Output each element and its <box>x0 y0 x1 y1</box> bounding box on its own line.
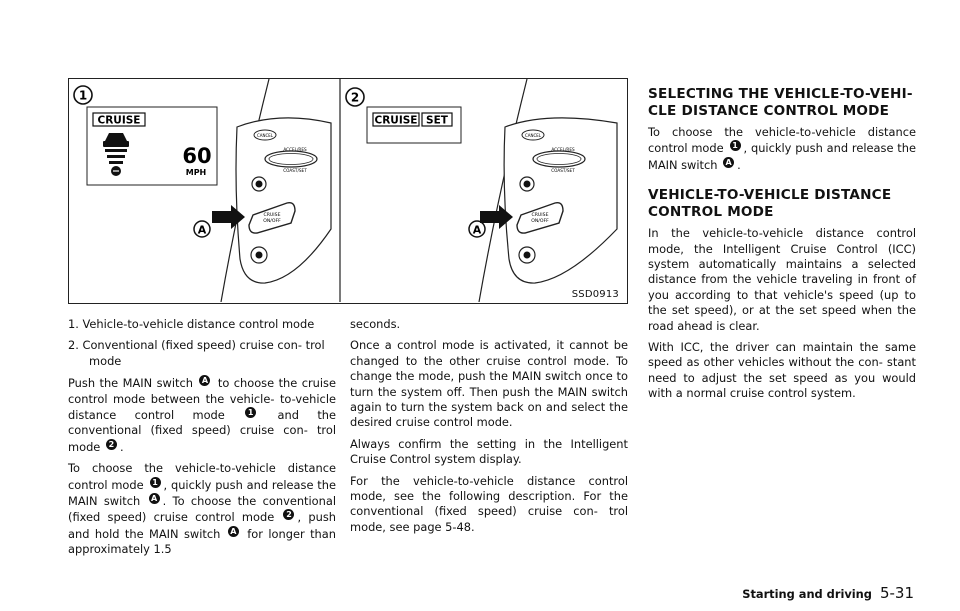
marker-1-icon: 1 <box>150 477 161 488</box>
paragraph-select-mode <box>648 125 916 173</box>
marker-a-icon: A <box>149 493 160 504</box>
accel-label-2: ACCEL/RES <box>551 147 575 152</box>
paragraph-icc-driver: With ICC, the driver can maintain the same speed as other vehicles without the con- stant need to adjust the set speed as you would with a normal cruise control system. <box>648 340 916 401</box>
panel-2-number: 2 <box>350 90 360 105</box>
text-span: To choose the vehicle-to-vehicle distance control mode <box>68 461 336 492</box>
marker-1-icon: 1 <box>730 140 741 151</box>
cancel-label-2: CANCEL <box>524 133 542 138</box>
display-cruise-label: CRUISE <box>97 114 141 127</box>
marker-2-icon: 2 <box>283 509 294 520</box>
callout-a: A <box>197 223 207 237</box>
panel-2 <box>346 79 617 302</box>
marker-a-icon: A <box>723 157 734 168</box>
text-span: , quickly push and release the MAIN switch <box>68 477 336 509</box>
heading-selecting-mode: SELECTING THE VEHICLE-TO-VEHI- CLE DISTANCE CONTROL MODE <box>648 86 913 119</box>
paragraph-seconds: seconds. <box>350 317 401 331</box>
coast-label: COAST/SET <box>283 168 307 173</box>
text-span: . To choose the conventional (fixed speed) cruise control mode <box>68 494 337 525</box>
illustration-figure <box>68 78 628 304</box>
footer-section: Starting and driving <box>742 587 872 601</box>
panel-1-number: 1 <box>78 88 88 103</box>
column-1 <box>68 317 336 564</box>
marker-a-icon: A <box>199 375 210 386</box>
text-span: , push and hold the MAIN switch <box>68 510 336 541</box>
text-span: to choose the cruise control mode between the vehicle- to-vehicle distance control mode <box>68 376 336 423</box>
figure-code: SSD0913 <box>571 289 619 300</box>
paragraph-choose-mode <box>68 461 336 557</box>
list-item-2: 2. Conventional (fixed speed) cruise con- trol mode <box>68 338 325 368</box>
display-set-label: SET <box>426 114 448 127</box>
marker-1-icon: 1 <box>245 407 256 418</box>
panel-1 <box>74 79 331 302</box>
main-label-2b: ON/OFF <box>531 219 549 224</box>
heading-distance-mode: VEHICLE-TO-VEHICLE DISTANCE CONTROL MODE <box>648 187 892 220</box>
column-2 <box>350 317 628 541</box>
marker-2-icon: 2 <box>106 439 117 450</box>
cruise-switch-illustration <box>69 79 626 302</box>
text-span: To choose the vehicle-to-vehicle distance control mode <box>648 125 916 156</box>
callout-a-2: A <box>472 223 482 237</box>
marker-a-icon: A <box>228 526 239 537</box>
page-number: 5-31 <box>879 584 914 602</box>
coast-label-2: COAST/SET <box>551 168 575 173</box>
text-span: , quickly push and release the MAIN switch <box>648 141 916 172</box>
paragraph-icc-description: In the vehicle-to-vehicle distance control mode, the Intelligent Cruise Control (ICC) system automatically maintains a selected distance from the vehicle traveling in front of you according to that vehicle's speed (up to the set speed), or at the set speed when the road ahead is clear. <box>648 226 916 333</box>
paragraph-mode-activated: Once a control mode is activated, it cannot be changed to the other cruise control mode. To change the mode, push the MAIN switch once to turn the system off. Then push the MAIN switch again to turn the system back on and select the desired cruise control mode. <box>350 338 628 430</box>
cancel-label: CANCEL <box>256 133 274 138</box>
main-label-2: ON/OFF <box>263 219 281 224</box>
main-label-1: CRUISE <box>263 213 281 218</box>
paragraph-see-description: For the vehicle-to-vehicle distance control mode, see the following description. For the conventional (fixed speed) cruise con- trol mode, see page 5-48. <box>350 473 628 534</box>
display-cruise-label-2: CRUISE <box>374 114 418 127</box>
text-span: for longer than approximately 1.5 <box>68 526 336 557</box>
paragraph-confirm-setting: Always confirm the setting in the Intelligent Cruise Control system display. <box>350 436 628 467</box>
page-footer <box>660 583 914 602</box>
text-span: . <box>737 157 741 172</box>
text-span: and the conventional (fixed speed) cruise con- trol mode <box>68 408 337 454</box>
main-label-2a: CRUISE <box>531 213 549 218</box>
display-unit: MPH <box>185 168 207 177</box>
text-span: Push the MAIN switch <box>68 376 193 391</box>
list-item-1: 1. Vehicle-to-vehicle distance control mode <box>68 317 315 331</box>
column-3 <box>648 86 916 408</box>
display-speed: 60 <box>182 144 212 168</box>
paragraph-main-switch <box>68 375 336 455</box>
text-span: . <box>119 439 124 454</box>
accel-label: ACCEL/RES <box>283 147 307 152</box>
